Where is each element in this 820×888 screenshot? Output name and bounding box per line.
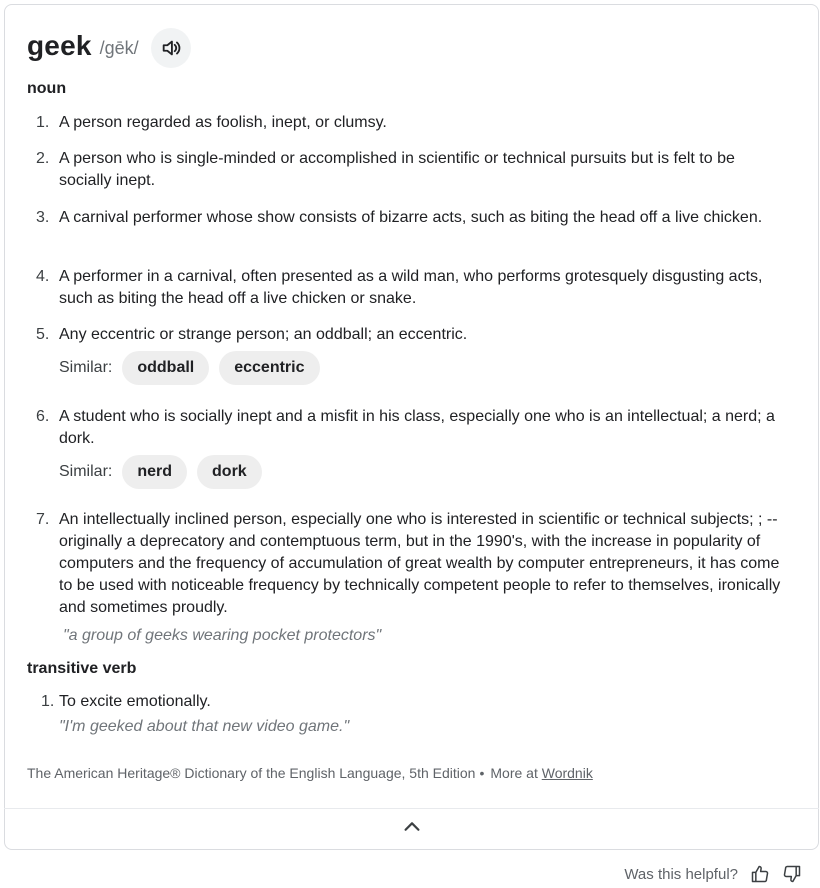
definition-item <box>27 509 787 619</box>
similar-chip-oddball[interactable]: oddball <box>122 351 209 385</box>
similar-chip-nerd[interactable]: nerd <box>122 455 187 489</box>
feedback-row <box>624 864 802 884</box>
part-of-speech-verb: transitive verb <box>27 660 137 677</box>
definition-text: A performer in a carnival, often presented as a wild man, who performs grotesquely disgusting acts, such as biting the head off a live chicken or snake. <box>59 268 763 307</box>
definition-item <box>27 112 787 134</box>
part-of-speech-noun: noun <box>27 80 67 97</box>
example-sentence: "I'm geeked about that new video game." <box>59 718 350 735</box>
example-sentence: "a group of geeks wearing pocket protectors" <box>63 627 382 644</box>
definition-item <box>27 324 787 346</box>
chevron-up-icon <box>401 816 423 843</box>
similar-words-6 <box>59 455 262 489</box>
definition-number: 3. <box>36 209 50 226</box>
definition-text: A carnival performer whose show consists of bizarre acts, such as biting the head off a live chicken. <box>59 209 763 226</box>
definition-item <box>27 691 787 713</box>
collapse-button[interactable] <box>4 809 819 849</box>
similar-chip-dork[interactable]: dork <box>197 455 262 489</box>
definition-number: 5. <box>36 326 50 343</box>
definition-number: 4. <box>36 268 50 285</box>
source-text: The American Heritage® Dictionary of the English Language, 5th Edition <box>27 765 476 781</box>
definition-number: 6. <box>36 408 50 425</box>
similar-chip-eccentric[interactable]: eccentric <box>219 351 319 385</box>
more-at-label: More at <box>490 765 538 781</box>
definition-text: A person who is single-minded or accomplished in scientific or technical pursuits but is felt to be socially inept. <box>59 150 735 189</box>
separator-dot: • <box>479 765 485 781</box>
similar-words-5 <box>59 351 320 385</box>
definition-item <box>27 406 787 450</box>
headword-row <box>27 26 191 66</box>
feedback-question: Was this helpful? <box>624 865 738 883</box>
definition-number: 1. <box>41 693 55 710</box>
thumbs-down-icon[interactable] <box>782 864 802 884</box>
definition-text: To excite emotionally. <box>59 693 211 710</box>
headword: geek <box>27 30 92 61</box>
definition-text: A person regarded as foolish, inept, or clumsy. <box>59 114 387 131</box>
similar-label: Similar: <box>59 359 113 376</box>
definition-text: A student who is socially inept and a misfit in his class, especially one who is an intellectual; a nerd; a dork. <box>59 408 775 447</box>
definition-item <box>27 207 787 251</box>
similar-label: Similar: <box>59 463 113 480</box>
definition-number: 1. <box>36 114 50 131</box>
definition-text: Any eccentric or strange person; an oddball; an eccentric. <box>59 326 468 343</box>
definition-item <box>27 148 787 192</box>
definition-number: 2. <box>36 150 50 167</box>
pronunciation: /gēk/ <box>99 37 139 58</box>
definition-item <box>27 266 787 310</box>
source-attribution <box>27 765 593 781</box>
thumbs-up-icon[interactable] <box>750 864 770 884</box>
definition-number: 7. <box>36 511 50 528</box>
speaker-icon[interactable] <box>151 28 191 68</box>
definition-text: An intellectually inclined person, especially one who is interested in scientific or technical subjects; ; -- originally a deprecatory and contemptuous term, but in the 1990's, with the increase in popularity of computers and the frequency of accumulation of great wealth by computer entrepreneurs, it has come to be used with noticeable frequency by technically competent people to refer to themselves, ironically and sometimes proudly. <box>59 511 781 616</box>
wordnik-link[interactable]: Wordnik <box>541 765 593 781</box>
